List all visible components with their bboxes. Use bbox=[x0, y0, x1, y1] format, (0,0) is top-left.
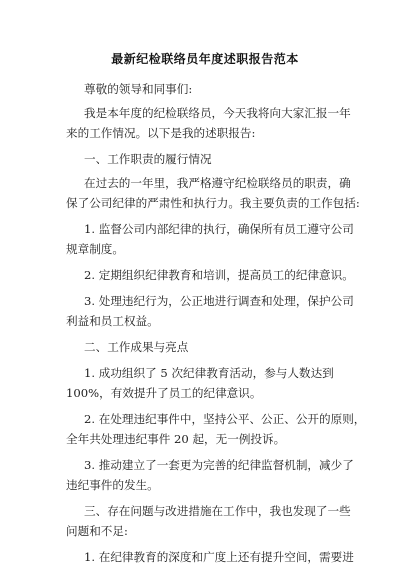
list-item-line: 规章制度。 bbox=[66, 242, 124, 256]
intro-line-1: 我是本年度的纪检联络员，今天我将向大家汇报一年 bbox=[84, 106, 351, 120]
list-item-line: 违纪事件的发生。 bbox=[66, 478, 159, 492]
document-title: 最新纪检联络员年度述职报告范本 bbox=[111, 52, 299, 66]
list-item-line: 100%，有效提升了员工的纪律意识。 bbox=[66, 386, 262, 400]
list-item-line: 3. 推动建立了一套更为完善的纪律监督机制，减少了 bbox=[84, 458, 354, 472]
list-item-line: 利益和员工权益。 bbox=[66, 314, 159, 328]
list-item-line: 全年共处理违纪事件 20 起，无一例投诉。 bbox=[66, 432, 286, 446]
section-heading-3: 三、存在问题与改进措施在工作中，我也发现了一些 bbox=[84, 504, 351, 518]
list-item-line: 2. 在处理违纪事件中，坚持公平、公正、公开的原则， bbox=[84, 412, 366, 426]
list-item-line: 1. 监督公司内部纪律的执行，确保所有员工遵守公司 bbox=[84, 222, 354, 236]
greeting-line: 尊敬的领导和同事们: bbox=[84, 82, 193, 96]
list-item-line: 1. 在纪律教育的深度和广度上还有提升空间，需要进 bbox=[84, 550, 354, 564]
list-item-line: 3. 处理违纪行为，公正地进行调查和处理，保护公司 bbox=[84, 294, 354, 308]
paragraph-line: 在过去的一年里，我严格遵守纪检联络员的职责，确 bbox=[84, 176, 351, 190]
list-item-line: 1. 成功组织了 5 次纪律教育活动，参与人数达到 bbox=[84, 366, 334, 380]
section-heading-2: 二、工作成果与亮点 bbox=[84, 340, 189, 354]
paragraph-line: 保了公司纪律的严肃性和执行力。我主要负责的工作包括: bbox=[66, 196, 360, 210]
intro-line-2: 来的工作情况。以下是我的述职报告: bbox=[66, 126, 256, 140]
section-heading-1: 一、工作职责的履行情况 bbox=[84, 152, 212, 166]
paragraph-line: 问题和不足: bbox=[66, 524, 128, 538]
list-item-line: 2. 定期组织纪律教育和培训，提高员工的纪律意识。 bbox=[84, 268, 354, 282]
